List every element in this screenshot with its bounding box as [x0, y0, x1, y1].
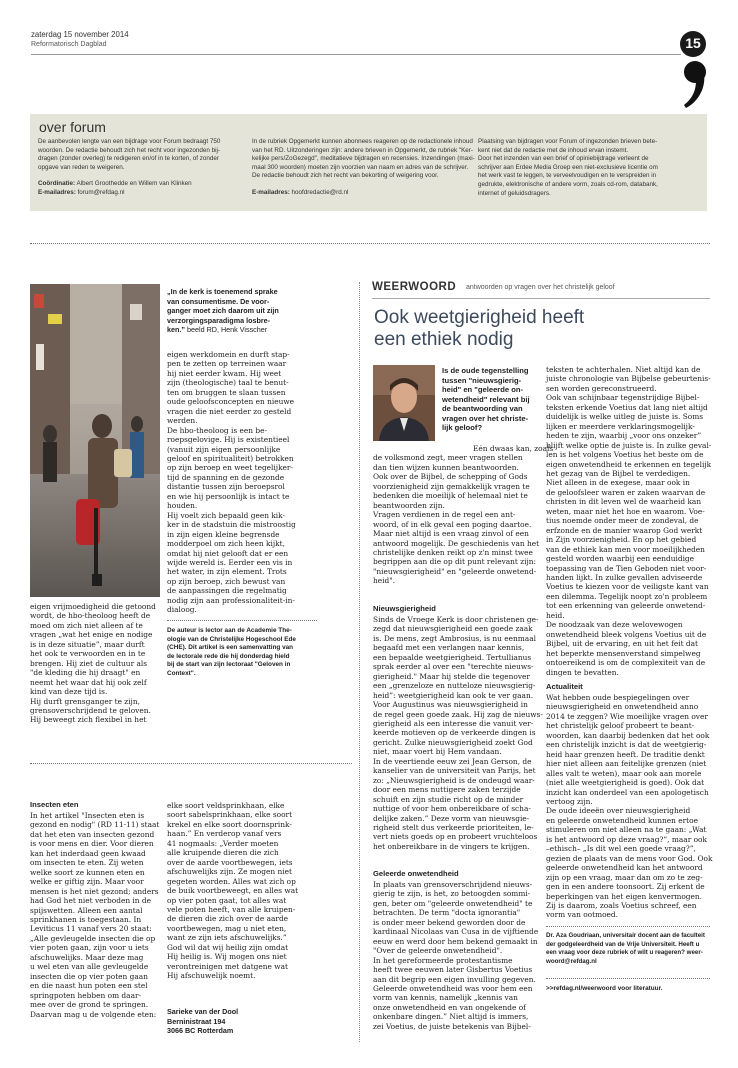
- article-line: ten om bruggen te slaan tussen: [167, 387, 286, 397]
- article-line: Eén dwaas kan, zoals: [473, 444, 554, 453]
- article-line: zijn (theologische) taal te benut-: [167, 378, 289, 388]
- letter-line: Hij heilig is. Wij mogen ons niet: [167, 952, 287, 962]
- article-line: vragen „wat het enige en nodige: [30, 630, 153, 640]
- article-line: eigen vrijmoedigheid die getoond: [30, 602, 156, 611]
- left-article-col-right: [167, 350, 319, 615]
- article-line: heid.: [546, 610, 565, 620]
- article-line: onwetendheid bleek volgens Voetius uit de: [546, 629, 707, 639]
- article-line: neemt het waar dat hij ook zelf: [30, 677, 147, 687]
- question-line: vragen over het christe-: [442, 413, 529, 423]
- bio-divider: [167, 620, 317, 621]
- subheading-geleerde-onwetendheid: Geleerde onwetendheid: [373, 869, 459, 878]
- article-line: heid".: [373, 576, 395, 586]
- letter-line: de dieren die zich over de aarde: [167, 914, 289, 924]
- letter-line: God wil dat wij heilig zijn omdat: [167, 942, 289, 952]
- article-line: sen worden gereconstrueerd.: [546, 383, 657, 393]
- article-line: Hij durft grensganger te zijn,: [30, 696, 140, 706]
- insecten-heading: Insecten eten: [30, 800, 79, 809]
- article-line: Voor Augustinus was nieuwsgierigheid in: [373, 700, 528, 710]
- article-line: in Zijn voorzienigheid. En op het gebied: [546, 535, 697, 545]
- weerwoord-footer-link[interactable]: >>refdag.nl/weerwoord voor literatuur.: [546, 985, 663, 992]
- article-line: gericht. Zulke nieuwsgierigheid zoekt God: [373, 737, 533, 747]
- insecten-signature: [167, 1007, 317, 1036]
- article-line: zegd dat nieuwsgierigheid een goede zaak: [373, 624, 533, 634]
- street-photo: [30, 284, 160, 597]
- article-line: modderpoel om zich heen kijkt,: [167, 539, 285, 549]
- letter-line: krekel en elke soort doornsprink-: [167, 819, 292, 829]
- letter-line: mensen is het niet gezond; anders: [30, 886, 159, 896]
- article-line: gierigheid als een interesse die vanuit ver-: [373, 718, 534, 728]
- header-date: zaterdag 15 november 2014: [31, 30, 129, 39]
- letter-line: spijswetten. Alleen een aantal: [30, 905, 143, 915]
- letter-line: afschuwelijks. Maar deze mag: [30, 952, 144, 962]
- weerwoord-label: WEERWOORD: [372, 281, 457, 293]
- article-line: zei Voetius, de juiste betekenis van Bijbel-: [373, 1021, 531, 1031]
- article-line: heid haar grenzen heeft. De traditie denkt: [546, 749, 705, 759]
- weerwoord-col-1-bottom: [373, 880, 543, 1031]
- forum-col-3-line: het werk vast te leggen, te verveelvoudigen en te verspreiden in: [478, 172, 657, 180]
- article-line: het onbereikbare in de vingers te krijgen.: [373, 841, 530, 851]
- article-line: teksten erkende Voetius dat lang niet altijd: [546, 402, 708, 412]
- article-line: Hij voelt zich bepaald geen kik-: [167, 510, 286, 520]
- forum-col-1: [38, 138, 248, 198]
- comma-logo-icon: [680, 60, 710, 110]
- column-rule: [359, 282, 360, 1042]
- caption-quote-line: ganger moet zich daarom uit zijn: [167, 306, 279, 316]
- article-line: gierig te zijn, is het, zo betoogden sommi-: [373, 889, 531, 899]
- article-line: beperkingen van het eigen kenvermogen.: [546, 891, 703, 901]
- article-line: dialoog.: [167, 605, 197, 615]
- letter-line: want ze zijn iets afschuwelijks.”: [167, 933, 287, 943]
- article-line: juiste chronologie van Bijbelse gebeurtenis-: [546, 374, 711, 384]
- article-line: woorden, kan daarbij bedenken dat het ook: [546, 730, 710, 740]
- letter-line: is voor mens en dier. Voor dieren: [30, 839, 154, 849]
- article-line: bedenken die moeilijk of helemaal niet te: [373, 491, 528, 501]
- article-line: vorm van ootmoed.: [546, 910, 618, 920]
- article-line: Niet alleen in de exegese, maar ook in: [546, 478, 690, 488]
- photo-caption: [167, 287, 317, 335]
- article-line: pen te zetten op terreinen waar: [167, 359, 287, 369]
- article-line: len is het volgens Voetius het beste om de: [546, 450, 704, 460]
- article-line: voorzienigheid zijn gemakkelijk vragen te: [373, 481, 530, 491]
- article-line: sprak eerder al over een "terechte nieuws-: [373, 662, 534, 672]
- article-line: is onder meer bekend geworden door de: [373, 917, 526, 927]
- letter-line: Hij afschuwelijk noemt.: [167, 971, 256, 981]
- forum-col-3: [478, 138, 700, 198]
- article-line: de geloofsleer waren er zaken waarvan de: [546, 487, 706, 497]
- article-line: "nieuwsgierigheid" en "geleerde onwetend-: [373, 566, 537, 576]
- header-paper: Reformatorisch Dagblad: [31, 41, 107, 48]
- letter-line: en die naast hun poten een stel: [30, 981, 148, 991]
- question-line: wetendheid" relevant bij: [442, 394, 530, 404]
- article-line: zo: „Nieuwsgierigheid is de ondeugd waar-: [373, 775, 535, 785]
- forum-col-2-line: kelijke pers/ZoGezegd", meditatieve bijdragen en recensies. Inzendingen (maxi-: [252, 155, 475, 163]
- forum-email-2: E-mailadres: hoofdredactie@rd.nl: [252, 188, 349, 196]
- weerwoord-col-1-top: [373, 444, 554, 586]
- caption-credit: beeld RD, Henk Visscher: [186, 325, 268, 335]
- letter-line: de buik voortbeweegt, en alles wat: [167, 886, 299, 896]
- letter-line: kan het inderdaad geen kwaad: [30, 848, 146, 858]
- article-line: op zijn beroep en weet tegelijker-: [167, 463, 293, 473]
- article-line: van de ethiek kan men voor moeilijkheden: [546, 544, 705, 554]
- forum-col-2-line: van het RD. Uitzonderingen zijn: andere brieven in Opgemerkt, de rubriek "Ker-: [252, 146, 473, 154]
- author-bio-divider: [546, 926, 710, 927]
- article-line: woord, of in elk geval een poging daartoe.: [373, 519, 532, 529]
- letter-line: om insecten te eten. Zij weten: [30, 858, 144, 868]
- forum-coordination: Coördinatie: Albert Groothedde en Willem van Klinken: [38, 180, 192, 188]
- article-line: en wie hij persoonlijk is intact te: [167, 491, 290, 501]
- article-line: geloof en spiritualiteit) betrokken: [167, 453, 294, 463]
- article-line: heeft twee eeuwen later Gisbertus Voetius: [373, 965, 533, 975]
- forum-col-1-line: De aanbevolen lengte van een bijdrage voor Forum bedraagt 750: [38, 138, 221, 145]
- article-line: stimuleren om niet alleen na te gaan: „Wat: [546, 825, 707, 835]
- letter-line: gegeten worden. Alles wat zich op: [167, 876, 296, 886]
- bio-line: Dr. Aza Goudriaan, universitair docent aan de faculteit: [546, 932, 705, 939]
- article-line: onze onwetendheid en van ongekende of: [373, 1002, 526, 1012]
- article-line: roepsgelovige. Hij is existentieel: [167, 435, 290, 445]
- letter-line: „Alle gevleugelde insecten die op: [30, 933, 156, 943]
- question-line: Is de oude tegenstelling: [442, 366, 529, 375]
- letter-line: In het artikel "Insecten eten is: [30, 811, 145, 820]
- forum-col-3-line: kent niet dat de redactie met de inhoud ervan instemt.: [478, 146, 629, 154]
- insecten-divider: [30, 763, 352, 764]
- letter-line: insecten die op vier poten gaan: [30, 971, 148, 981]
- bio-line: (CHE). Dit artikel is een samenvatting van: [167, 644, 294, 652]
- article-line: onkenbare dingen.” Niet altijd is immers,: [373, 1012, 529, 1022]
- article-line: en geleerde onwetendheid kunnen ertoe: [546, 815, 698, 825]
- article-line: begaafd met een verlangen naar kennis,: [373, 643, 525, 653]
- article-line: gierigheid." Maar hij stelde die tegenover: [373, 671, 530, 681]
- article-line: inzicht kan onderdeel van een apologetisch: [546, 787, 709, 797]
- article-line: grensoverschrijdend te geloven.: [30, 705, 151, 715]
- article-line: tijd de spanning en de gezonde: [167, 472, 285, 482]
- question-line: lijk geloof?: [442, 423, 483, 432]
- caption-quote-line: verzorgingsparadigma losbre-: [167, 315, 271, 325]
- letter-line: vele poten heeft, van alle kruipen-: [167, 904, 296, 914]
- forum-col-3-line: internet of geluidsdragers.: [478, 189, 551, 197]
- subheading-nieuwsgierigheid: Nieuwsgierigheid: [373, 604, 436, 613]
- article-line: teksten te achterhalen. Niet altijd kan de: [546, 365, 701, 374]
- forum-col-3-line: Plaatsing van bijdragen voor Forum of ingezonden brieven bete-: [478, 138, 658, 145]
- bio-line: Context".: [167, 669, 196, 677]
- article-line: zijn op een vraag, maar dan om zo te zeg-: [546, 872, 703, 882]
- article-line: oude geloofsconcepten en nieuwe: [167, 397, 295, 407]
- author-portrait: [373, 365, 435, 441]
- headline-line: een ethiek nodig: [374, 329, 514, 350]
- article-line: nieuwsgierigheid en onwetendheid anno: [546, 702, 699, 712]
- article-line: het gezag van de Bijbel te verdedigen.: [546, 468, 691, 478]
- article-line: distantie tussen zijn beroepsrol: [167, 482, 285, 492]
- article-line: gen, beter om "geleerde onwetendheid" te: [373, 898, 533, 908]
- article-line: hier niet alleen aan feitelijke grenzen (niet: [546, 759, 707, 769]
- question-line: de beantwoording van: [442, 404, 523, 413]
- article-line: duidelijk is welke uitleg de juiste is. Soms: [546, 412, 704, 422]
- article-line: het christelijk geloof probeert te beant-: [546, 721, 695, 731]
- weerwoord-label-sub: antwoorden op vragen over het christelijk geloof: [466, 284, 615, 291]
- article-line: de regel geen goede zaak. Hij zag de nieuws-: [373, 709, 543, 719]
- article-line: betrachten. De term "docta ignorantia": [373, 908, 521, 918]
- section-divider: [30, 243, 710, 244]
- article-line: dingen te bevatten.: [546, 667, 619, 677]
- insecten-col-2: [167, 801, 319, 981]
- article-line: wordt, de hbo-theoloog heeft de: [30, 611, 151, 621]
- article-line: eigen werkdomein en durft stap-: [167, 350, 290, 359]
- forum-col-2-line: In de rubriek Opgemerkt kunnen abonnees reageren op de redactionele inhoud: [252, 138, 473, 145]
- article-line: is het antwoord op deze vraag?”, maar ook: [546, 834, 707, 844]
- bio-line: der godgeleerdheid van de Vrije Universiteit. Heeft u: [546, 940, 700, 948]
- article-line: wijde wereld is. Eerder een vis in: [167, 557, 293, 567]
- article-line: vertoog zijn.: [546, 796, 593, 806]
- caption-quote-line: „In de kerk is toenemend sprake: [167, 287, 278, 296]
- article-line: de volksmond zegt, meer vragen stellen: [373, 453, 523, 463]
- article-line: kardinaal Nicolaas van Cusa in de vijftiende: [373, 927, 539, 937]
- article-line: Ook over de Bijbel, de schepping of Gods: [373, 472, 528, 482]
- article-line: gesteld worden waarbij een eenduidige: [546, 554, 695, 564]
- letter-line: Leviticus 11 vanaf vers 20 staat:: [30, 924, 152, 934]
- article-line: 2014 te zeggen? Wie moeilijke vragen over: [546, 711, 708, 721]
- article-line: vragen die niet eerder zo gesteld: [167, 406, 292, 416]
- forum-col-1-line: opgave van reden te weigeren.: [38, 163, 125, 171]
- article-line: schuift en zijn studie richt op de minder: [373, 794, 524, 804]
- question-line: heid" en "geleerde on-: [442, 385, 524, 394]
- article-line: gezien de plaats van de mens voor God. Ook: [546, 853, 713, 863]
- author-bio-left: [167, 627, 319, 679]
- insecten-col-1: [30, 811, 168, 1019]
- letter-line: u wel eten van alle gevleugelde: [30, 962, 149, 972]
- article-line: door een mens nuttigere zaken terzijde: [373, 785, 521, 795]
- article-line: In het gereformeerde protestantisme: [373, 955, 513, 965]
- article-line: een „grenzeloze en nutteloze nieuwsgierig-: [373, 681, 536, 691]
- caption-last-line: ken.” beeld RD, Henk Visscher: [167, 325, 268, 335]
- article-line: tot een erkenning van geleerde onwetend-: [546, 601, 706, 611]
- article-line: heid”: weetgierigheid kan ook te ver gaan.: [373, 690, 534, 700]
- forum-col-3-line: Door het inzenden van een brief of opiniebijdrage verleent de: [478, 155, 649, 163]
- letter-line: mee over de grond te springen.: [30, 1000, 149, 1010]
- article-line: een bepaalde weetgierigheid. Tertullianus: [373, 652, 532, 662]
- letter-line: gezond en nodig" (RD 11-11) staat: [30, 820, 160, 830]
- page-number: 15: [685, 35, 701, 51]
- article-line: brengen. Hij ziet de cultuur als: [30, 658, 148, 668]
- article-line: Sinds de Vroege Kerk is door christenen ge-: [373, 615, 539, 624]
- left-article-col-left: [30, 602, 160, 725]
- article-line: dan tien wijzen kunnen beantwoorden.: [373, 462, 519, 472]
- subheading-actualiteit: Actualiteit: [546, 682, 583, 691]
- article-line: is in deze situatie”, maar durft: [30, 639, 145, 649]
- article-line: het ook te verwoorden en in te: [30, 649, 146, 659]
- article-line: lijken er meerdere verklaringsmogelijk-: [546, 421, 695, 431]
- article-line: geleerde onwetendheid kan het antwoord: [546, 863, 703, 873]
- article-line: keerde motieven op de verkeerde dingen is: [373, 728, 536, 738]
- article-line: righeid stelt dus verkeerde prioriteiten, le-: [373, 822, 534, 832]
- article-line: een dilemma. Tegelijk noopt zo'n probleem: [546, 591, 708, 601]
- article-line: vert niets goeds op en probeert vruchteloos: [373, 832, 538, 842]
- article-line: eeuw en werd door hem bekend gemaakt in: [373, 936, 538, 946]
- article-line: blijft welke optie de juiste is. In zulke geval-: [546, 440, 712, 450]
- article-line: eigen onwetendheid te erkennen en tegelijk: [546, 459, 712, 469]
- forum-col-3-line: schrijver aan Erdee Media Groep een niet-exclusieve licentie om: [478, 163, 658, 171]
- article-line: "de kleding die hij draagt" en: [30, 668, 141, 678]
- article-line: Geleerde onwetendheid was voor hem een: [373, 983, 533, 993]
- bio-line: De auteur is lector aan de Academie The-: [167, 627, 292, 634]
- letter-line: op vier poten gaat, tot alles wat: [167, 895, 287, 905]
- forum-col-2-line: De redactie behoudt zich het recht van bekorting of weigering voor.: [252, 172, 439, 180]
- article-line: vorm van kennis, namelijk „kennis van: [373, 993, 518, 1003]
- letter-line: over de aarde voortbewegen, iets: [167, 857, 293, 867]
- forum-col-1-line: woorden. De redactie behoudt zich het recht voor ingezonden bij-: [38, 146, 221, 154]
- article-line: is. De mens, zegt Ambrosius, is nu eenmaal: [373, 633, 536, 643]
- letter-line: vier poten gaan, zijn voor u iets: [30, 943, 149, 953]
- letter-line: verontreinigen met datgene wat: [167, 961, 288, 971]
- bio-line: de lectorale rede die hij donderdag hield: [167, 652, 290, 660]
- article-line: Wat hebben oude bespiegelingen over: [546, 693, 690, 702]
- bio-line: een vraag voor deze rubriek of wilt u reageren? weer-: [546, 949, 703, 957]
- forum-col-1-line: dragen (zonder overleg) te redigeren en/of in te korten, of zonder: [38, 155, 219, 163]
- signature-line: Sarieke van der Dool: [167, 1007, 239, 1016]
- article-line: aan dit begrip een eigen invulling gegeven.: [373, 974, 536, 984]
- article-line: In plaats van grensoverschrijdend nieuws-: [373, 880, 533, 889]
- weerwoord-headline: [374, 307, 714, 351]
- article-line: gen in een andere toonsoort. Zij erkent de: [546, 882, 705, 892]
- article-line: kind van deze tijd is.: [30, 687, 108, 697]
- article-line: werden.: [167, 416, 198, 426]
- weerwoord-col-1-mid: [373, 615, 543, 851]
- article-line: alles valt te weten), maar ook aan morele: [546, 768, 702, 778]
- article-line: Bijbel, uit de ervaring, en uit het feit dat: [546, 639, 699, 649]
- weerwoord-header: [372, 281, 710, 295]
- article-line: ontoereikend is om de complexiteit van de: [546, 658, 706, 668]
- letter-line: haan.” En verderop vanaf vers: [167, 829, 282, 839]
- letter-line: afschuwelijks zijn. Ze mogen niet: [167, 867, 292, 877]
- forum-col-3-line: gedrukte, elektronische of andere vorm, zoals cd-rom, databank,: [478, 180, 658, 188]
- letter-line: elke soort veldsprinkhaan, elke: [167, 801, 285, 810]
- article-line: kanselier van de universiteit van Parijs, het: [373, 766, 536, 776]
- article-line: De hbo-theoloog is een be-: [167, 425, 267, 435]
- forum-email-1: E-mailadres: forum@refdag.nl: [38, 188, 125, 196]
- article-line: Ook van schijnbaar tegenstrijdige Bijbel-: [546, 393, 700, 403]
- bio-line: bij de start van zijn lectoraat "Geloven in: [167, 661, 291, 669]
- article-line: tius noemde onder meer de zondeval, de: [546, 516, 699, 526]
- article-line: In de veertiende eeuw zei Jean Gerson, de: [373, 756, 532, 766]
- article-line: heden te zijn, waarbij „voor ons onzeker”: [546, 431, 702, 441]
- article-line: weten, maar niet het hoe en waarom. Voe-: [546, 506, 705, 516]
- article-line: hij niet eerder kwam. Hij weet: [167, 368, 282, 378]
- article-line: (vanuit zijn eigen persoonlijke: [167, 444, 281, 454]
- over-forum-title: over forum: [39, 119, 106, 135]
- bio-line: ologie van de Christelijke Hogeschool Ede: [167, 635, 296, 643]
- letter-line: sprinkhanen is toegestaan. In: [30, 914, 142, 924]
- article-line: ker in de stadstuin die mistroostig: [167, 520, 296, 530]
- over-forum-box: [30, 114, 707, 211]
- article-line: christelijke denken reikt op z'n minst twee: [373, 547, 533, 557]
- article-line: op zijn beroep, zich bewust van: [167, 576, 286, 586]
- header-rule: [31, 54, 681, 55]
- article-line: niet, maar voert bij Hem vandaan.: [373, 747, 502, 757]
- article-line: Vragen verdienen in de regel een ant-: [373, 510, 516, 520]
- article-line: een christelijk inzicht is dat de weetgierig-: [546, 740, 707, 750]
- caption-quote-line: van consumentisme. De voor-: [167, 296, 270, 306]
- letter-line: welke er giftig zijn. Maar voor: [30, 877, 144, 887]
- article-line: beantwoorden zijn.: [373, 500, 445, 510]
- article-line: moed om zich niet alleen af te: [30, 620, 143, 630]
- article-line: begrippen aan die op dit punt relevant zijn:: [373, 557, 537, 567]
- letter-line: had God het niet verboden in de: [30, 896, 152, 906]
- article-line: Zij is daarom, zoals Voetius schreef, een: [546, 900, 697, 910]
- article-line: nodig zijn aan professionaliteit-in-: [167, 595, 295, 605]
- article-line: houden.: [167, 501, 198, 511]
- letter-line: dat het eten van insecten gezond: [30, 829, 155, 839]
- article-line: handen lijkt. In zulke gevallen adviseerde: [546, 572, 703, 582]
- article-line: erfzonde en de manier waarop God werkt: [546, 525, 703, 535]
- article-line: –ethisch– „Is dit wel een goede vraag?”,: [546, 844, 696, 854]
- article-line: in zijn eigen kleine begrensde: [167, 529, 280, 539]
- weerwoord-col-2-top: [546, 365, 712, 677]
- forum-email-2-link[interactable]: hoofdredactie@rd.nl: [291, 188, 349, 196]
- article-line: (niet alle weetgierigheid is goed). Ook dat: [546, 778, 705, 788]
- weerwoord-header-rule: [372, 298, 710, 299]
- article-line: omdat hij niet gelooft dat er een: [167, 548, 289, 558]
- forum-email-1-link[interactable]: forum@refdag.nl: [77, 188, 125, 196]
- article-line: het beperkte mensenverstand simpelweg: [546, 648, 701, 658]
- letter-line: welke soort ze kunnen eten en: [30, 867, 145, 877]
- article-line: delijke zaken.” Deze vorm van nieuwsgie-: [373, 813, 530, 823]
- header: [31, 30, 711, 60]
- signature-line: 3066 BC Rotterdam: [167, 1026, 234, 1035]
- article-line: De noodzaak van deze welovewogen: [546, 620, 683, 630]
- article-line: het water, in zijn element. Trots: [167, 567, 287, 577]
- weerwoord-question: [442, 366, 542, 433]
- article-line: nuttige of voor hem onbereikbare of scha-: [373, 804, 531, 814]
- weerwoord-col-2-bottom: [546, 693, 712, 920]
- article-line: De oude ideeën over nieuwsgierigheid: [546, 806, 691, 816]
- article-line: Maar niet altijd is een vraag zinvol of een: [373, 529, 529, 539]
- letter-line: springpoten hebben om daar-: [30, 990, 142, 1000]
- letter-line: voortbewegen, mag u niet eten,: [167, 923, 287, 933]
- letter-line: alle kruipende dieren die zich: [167, 848, 279, 858]
- weerwoord-author-bio: [546, 932, 712, 966]
- signature-line: Berninistraat 194: [167, 1016, 226, 1026]
- article-line: Hij beweegt zich flexibel in het: [30, 715, 147, 725]
- forum-col-2-line: maal 300 woorden) moeten zijn voorzien van naam en adres van de schrijver.: [252, 163, 469, 171]
- article-line: Voetius te kiezen voor de veiligste kant van: [546, 582, 709, 592]
- article-line: de aanpassingen die regelmatig: [167, 586, 287, 596]
- bio-line: woord@refdag.nl: [546, 957, 597, 965]
- article-line: antwoord mogelijk. De geschiedenis van het: [373, 538, 540, 548]
- headline-line: Ook weetgierigheid heeft: [374, 307, 585, 328]
- footer-link-divider: [546, 978, 710, 979]
- article-line: christen in dit leven wel de waarheid kan: [546, 497, 702, 507]
- letter-line: Daarvan mag u de volgende eten:: [30, 1009, 157, 1019]
- article-line: toepassing van de Tien Geboden niet voor-: [546, 563, 707, 573]
- letter-line: soort sabelsprinkhaan, elke soort: [167, 810, 293, 820]
- article-line: "Over de geleerde onwetendheid".: [373, 946, 503, 956]
- forum-col-2: [252, 138, 475, 198]
- question-line: tussen "nieuwsgierig-: [442, 375, 522, 385]
- letter-line: 41 nogmaals: „Verder moeten: [167, 838, 279, 848]
